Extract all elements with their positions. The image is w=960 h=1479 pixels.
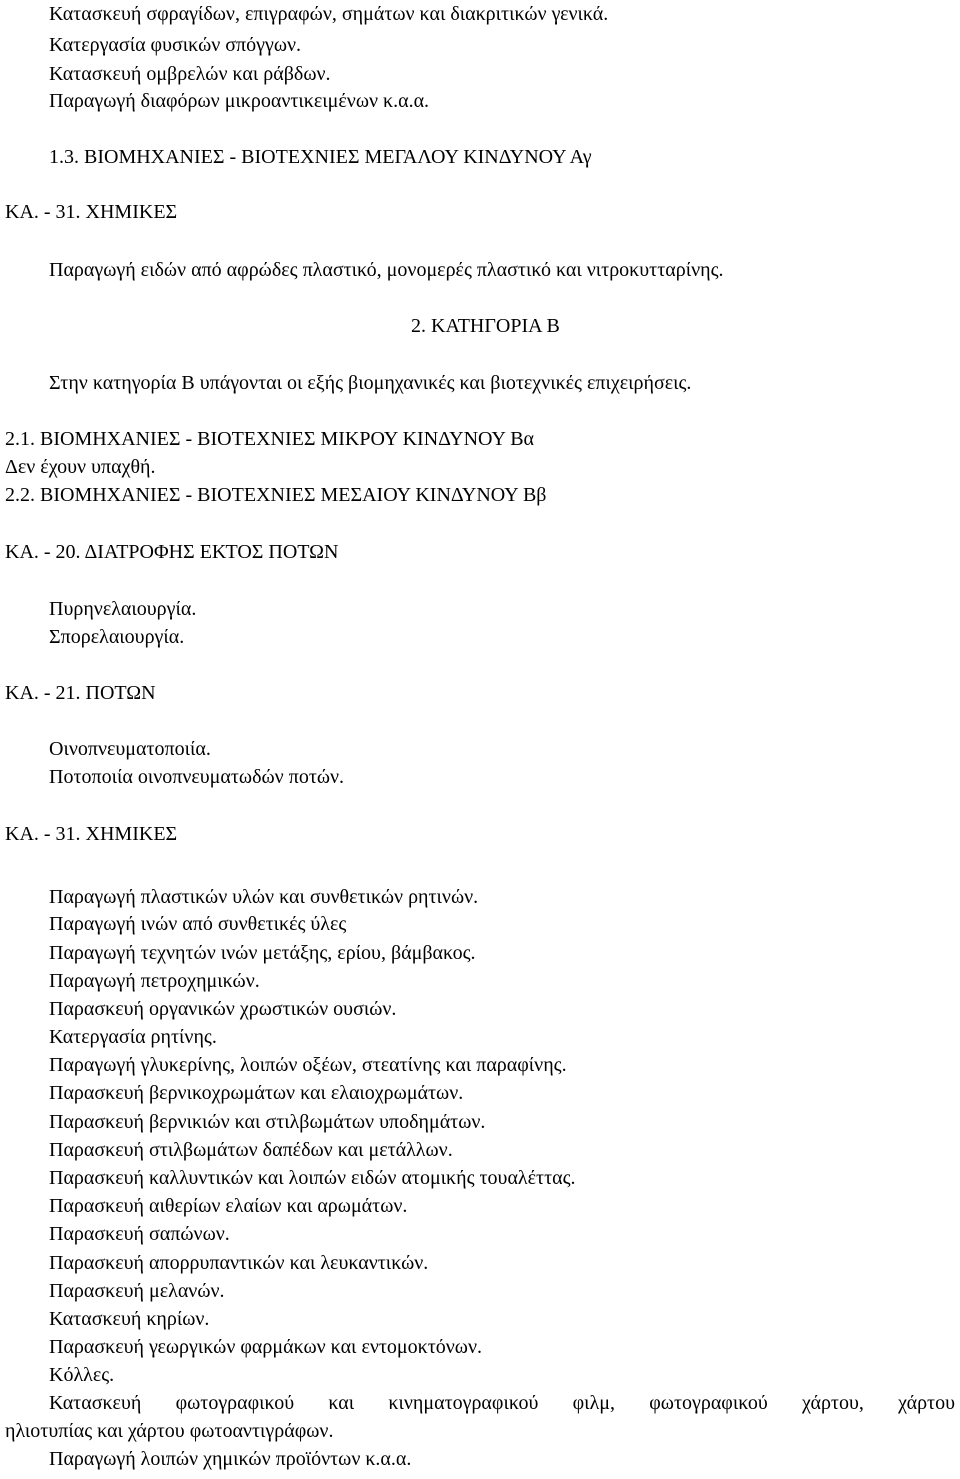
text-line: Παραγωγή ειδών από αφρώδες πλαστικό, μονομερές πλαστικό και νιτροκυτταρίνης.: [49, 259, 724, 281]
text-line: Οινοπνευματοποιία.: [49, 738, 211, 760]
text-line: Κατεργασία φυσικών σπόγγων.: [49, 34, 302, 56]
text-line: Παρασκευή αιθερίων ελαίων και αρωμάτων.: [49, 1195, 408, 1217]
text-line: Παρασκευή καλλυντικών και λοιπών ειδών ατομικής τουαλέττας.: [49, 1167, 576, 1189]
text-line: Σπορελαιουργία.: [49, 626, 185, 648]
text-line: Παραγωγή πλαστικών υλών και συνθετικών ρητινών.: [49, 886, 479, 908]
section-heading: 1.3. ΒΙΟΜΗΧΑΝΙΕΣ - ΒΙΟΤΕΧΝΙΕΣ ΜΕΓΑΛΟΥ ΚΙΝΔΥΝΟΥ Αγ: [49, 146, 592, 168]
text-line: Δεν έχουν υπαχθή.: [5, 456, 156, 478]
text-line: Παρασκευή απορρυπαντικών και λευκαντικών.: [49, 1252, 429, 1274]
text-line: Κόλλες.: [49, 1364, 115, 1386]
section-heading: 2.1. ΒΙΟΜΗΧΑΝΙΕΣ - ΒΙΟΤΕΧΝΙΕΣ ΜΙΚΡΟΥ ΚΙΝΔΥΝΟΥ Βα: [5, 428, 535, 450]
text-line: ηλιοτυπίας και χάρτου φωτοαντιγράφων.: [5, 1420, 334, 1442]
text-line: Πυρηνελαιουργία.: [49, 598, 197, 620]
category-heading: ΚΑ. - 31. ΧΗΜΙΚΕΣ: [5, 201, 178, 223]
text-line: Παρασκευή γεωργικών φαρμάκων και εντομοκτόνων.: [49, 1336, 483, 1358]
text-line: Παραγωγή γλυκερίνης, λοιπών οξέων, στεατίνης και παραφίνης.: [49, 1054, 567, 1076]
text-line: Κατασκευή ομβρελών και ράβδων.: [49, 63, 331, 85]
text-line: Κατασκευή φωτογραφικού και κινηματογραφικού φιλμ, φωτογραφικού χάρτου, χάρτου: [49, 1392, 955, 1414]
category-heading: ΚΑ. - 31. ΧΗΜΙΚΕΣ: [5, 823, 178, 845]
chapter-heading: 2. ΚΑΤΗΓΟΡΙΑ Β: [411, 315, 560, 337]
category-heading: ΚΑ. - 20. ΔΙΑΤΡΟΦΗΣ ΕΚΤΟΣ ΠΟΤΩΝ: [5, 541, 339, 563]
text-line: Παρασκευή βερνικοχρωμάτων και ελαιοχρωμάτων.: [49, 1082, 464, 1104]
text-line: Παρασκευή βερνικιών και στιλβωμάτων υποδημάτων.: [49, 1111, 486, 1133]
text-line: Παρασκευή οργανικών χρωστικών ουσιών.: [49, 998, 397, 1020]
section-heading: 2.2. ΒΙΟΜΗΧΑΝΙΕΣ - ΒΙΟΤΕΧΝΙΕΣ ΜΕΣΑΙΟΥ ΚΙΝΔΥΝΟΥ Ββ: [5, 484, 547, 506]
text-line: Ποτοποιία οινοπνευματωδών ποτών.: [49, 766, 345, 788]
text-line: Κατεργασία ρητίνης.: [49, 1026, 217, 1048]
text-line: Παραγωγή πετροχημικών.: [49, 970, 260, 992]
text-line: Παραγωγή διαφόρων μικροαντικειμένων κ.α.α.: [49, 90, 430, 112]
text-line: Στην κατηγορία Β υπάγονται οι εξής βιομηχανικές και βιοτεχνικές επιχειρήσεις.: [49, 372, 692, 394]
text-line: Παρασκευή σαπώνων.: [49, 1223, 230, 1245]
category-heading: ΚΑ. - 21. ΠΟΤΩΝ: [5, 682, 156, 704]
text-line: Κατασκευή σφραγίδων, επιγραφών, σημάτων και διακριτικών γενικά.: [49, 3, 609, 25]
text-line: Παραγωγή ινών από συνθετικές ύλες: [49, 913, 347, 935]
text-line: Παραγωγή τεχνητών ινών μετάξης, ερίου, βάμβακος.: [49, 942, 476, 964]
text-line: Κατασκευή κηρίων.: [49, 1308, 210, 1330]
text-line: Παρασκευή στιλβωμάτων δαπέδων και μετάλλων.: [49, 1139, 453, 1161]
text-line: Παρασκευή μελανών.: [49, 1280, 225, 1302]
text-line: Παραγωγή λοιπών χημικών προϊόντων κ.α.α.: [49, 1448, 412, 1470]
